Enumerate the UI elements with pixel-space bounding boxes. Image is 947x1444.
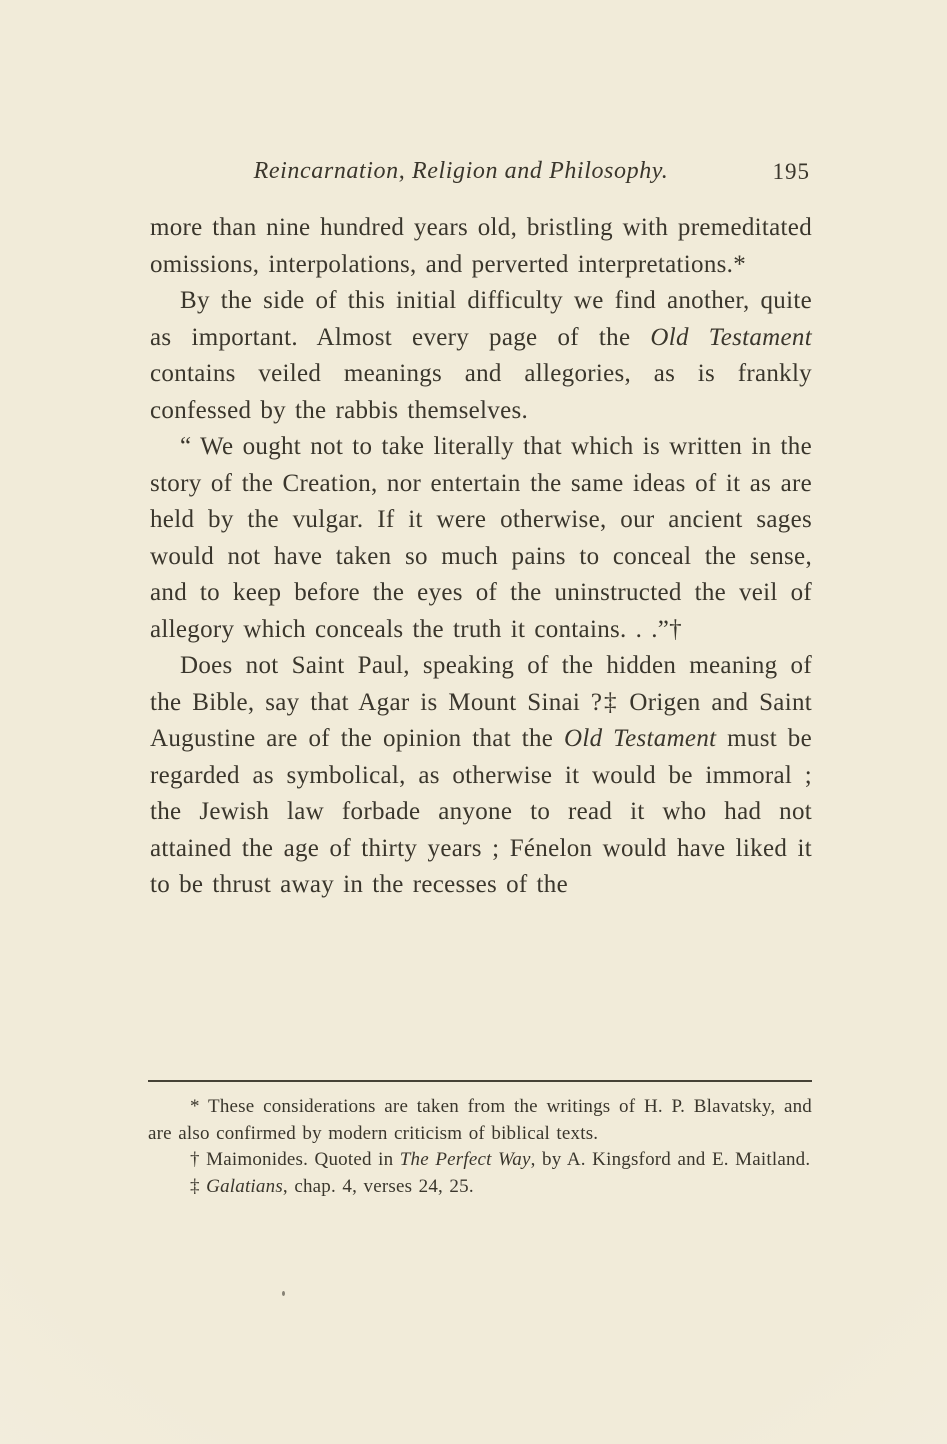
text-segment: , by A. Kingsford and E. Maitland. — [530, 1149, 811, 1170]
text-segment: * These considerations are taken from the writings of H. P. Blavatsky, and are also confirmed by modern criticism of biblical texts. — [148, 1096, 812, 1144]
page-number: 195 — [772, 159, 810, 184]
text-segment: The Perfect Way — [399, 1149, 531, 1170]
text-segment: must be regarded as symbolical, as otherwise it would be immoral ; the Jewish law forbade anyone to read it who had not attained the age of thirty years ; Fénelon would have liked it to be thrust away in the recesses of the — [150, 725, 812, 898]
text-segment: , chap. 4, verses 24, 25. — [282, 1175, 474, 1197]
text-segment: Old Testament — [563, 725, 717, 752]
text-segment: Old Testament — [650, 323, 812, 351]
paragraph — [150, 648, 812, 904]
paragraph — [150, 210, 812, 283]
running-head — [150, 158, 812, 192]
footnote — [148, 1094, 812, 1147]
body-text — [150, 210, 812, 904]
text-segment: By the side of this initial difficulty we find another, quite as important. Almost every page of the — [150, 287, 812, 351]
text-segment: ‡ — [190, 1175, 207, 1197]
text-segment: “ We ought not to take literally that which is written in the story of the Creation, nor entertain the same ideas of it as are held by the vulgar. If it were otherwise, our ancient sages would not have taken so much pains to conceal the sense, and to keep before the eyes of the uninstructed the veil of allegory which conceals the truth it contains. . .”† — [150, 433, 812, 643]
text-segment: contains veiled meanings and allegories, as is frankly confessed by the rabbis themselves. — [150, 360, 812, 424]
text-segment: † Maimonides. Quoted in — [190, 1149, 400, 1170]
footnote — [148, 1147, 812, 1174]
chapter-title: Reincarnation, Religion and Philosophy. — [253, 158, 669, 184]
text-segment: more than nine hundred years old, bristling with premeditated omissions, interpolations, and perverted interpretations.* — [150, 214, 812, 278]
text-segment: Does not Saint Paul, speaking of the hidden meaning of the Bible, say that Agar is Mount Sinai ?‡ Origen and Saint Augustine are of the opinion that the — [150, 652, 812, 752]
footnote-divider — [148, 1080, 812, 1082]
footnotes — [148, 1094, 812, 1200]
paragraph — [150, 429, 812, 648]
footnote — [148, 1174, 812, 1201]
text-segment: Galatians — [206, 1175, 283, 1197]
ink-speck — [282, 1291, 285, 1296]
paragraph — [150, 283, 812, 429]
